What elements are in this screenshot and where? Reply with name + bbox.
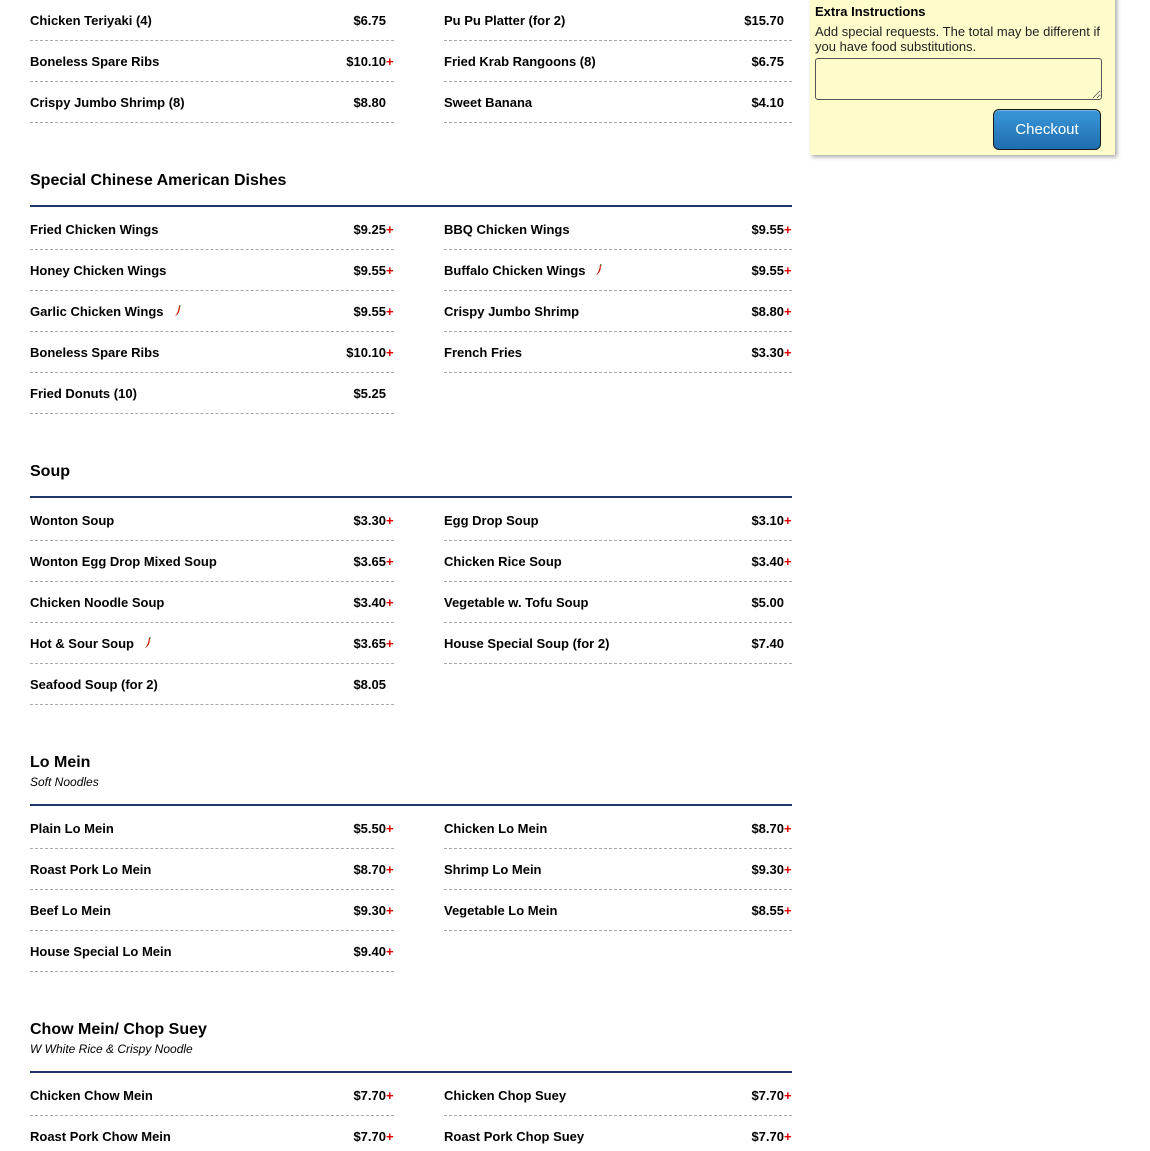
section-divider (30, 1071, 792, 1073)
menu-item-price: $6.75 (353, 12, 386, 28)
menu-item-name-wrap (444, 304, 751, 319)
menu-item-name-wrap (444, 345, 751, 360)
menu-item-name: Wonton Egg Drop Mixed Soup (30, 553, 217, 569)
menu-item-name: Fried Chicken Wings (30, 221, 159, 237)
menu-item[interactable] (444, 332, 792, 373)
extra-instructions-description: Add special requests. The total may be different if you have food substitutions. (815, 24, 1100, 54)
menu-item-name-wrap (30, 1088, 353, 1103)
menu-item-name: Honey Chicken Wings (30, 262, 167, 278)
menu-item-price: $9.40 (353, 943, 386, 959)
menu-item-name-wrap (30, 1129, 353, 1144)
menu-item-name: Chicken Teriyaki (4) (30, 12, 152, 28)
menu-item-name-wrap (30, 513, 353, 528)
menu-item-name-wrap (444, 636, 751, 651)
menu-item[interactable] (30, 1116, 394, 1151)
menu-item[interactable] (444, 582, 792, 623)
menu-column-left (30, 209, 394, 414)
menu-column-left (30, 500, 394, 705)
menu-item-name: Crispy Jumbo Shrimp (8) (30, 94, 185, 110)
has-options-plus: + (784, 303, 792, 319)
menu-item-price: $7.70 (353, 1087, 386, 1103)
has-options-plus: + (386, 635, 394, 651)
menu-item[interactable] (30, 808, 394, 849)
menu-item-price: $3.40 (751, 553, 784, 569)
menu-item[interactable] (30, 250, 394, 291)
menu-section (30, 1016, 792, 1151)
menu-item-price: $3.65 (353, 635, 386, 651)
menu-item-name: Pu Pu Platter (for 2) (444, 12, 566, 28)
menu-item-name-wrap (444, 95, 751, 110)
has-options-plus: + (386, 902, 394, 918)
has-options-plus: + (784, 902, 792, 918)
menu-item[interactable] (444, 849, 792, 890)
menu-item-name-wrap (444, 513, 751, 528)
menu-item-name-wrap (30, 222, 353, 237)
menu-item-name-wrap (444, 903, 751, 918)
menu-item[interactable] (30, 291, 394, 332)
menu-item-name-wrap (444, 1129, 751, 1144)
menu-item[interactable] (30, 623, 394, 664)
menu-item-name-wrap (444, 263, 751, 278)
section-header (30, 167, 792, 207)
menu-section (30, 749, 792, 972)
order-sidebar (810, 0, 1115, 155)
has-options-plus: + (386, 221, 394, 237)
menu-column-right (444, 500, 792, 705)
has-options-plus: + (386, 53, 394, 69)
menu-item-price: $9.30 (751, 861, 784, 877)
menu-item-name: Chicken Chow Mein (30, 1087, 153, 1103)
menu-item[interactable] (444, 0, 792, 41)
menu-item-price: $9.55 (353, 262, 386, 278)
has-options-plus: + (784, 221, 792, 237)
menu-item-price: $7.40 (751, 635, 784, 651)
menu-item-price: $9.55 (353, 303, 386, 319)
menu-item-name-wrap (444, 595, 751, 610)
menu-column-left (30, 1075, 394, 1151)
menu-item[interactable] (30, 332, 394, 373)
menu-item[interactable] (30, 890, 394, 931)
menu-grid (30, 500, 792, 705)
has-options-plus: + (386, 553, 394, 569)
menu-item[interactable] (30, 41, 394, 82)
menu-item-name-wrap (444, 862, 751, 877)
menu-item[interactable] (30, 931, 394, 972)
menu-item-price: $8.70 (353, 861, 386, 877)
menu-item-price: $8.55 (751, 902, 784, 918)
menu-item[interactable] (30, 500, 394, 541)
menu-column-right (444, 808, 792, 972)
menu-item-price: $3.10 (751, 512, 784, 528)
menu-item[interactable] (30, 82, 394, 123)
menu-item-price: $10.10 (346, 53, 386, 69)
has-options-plus: + (386, 820, 394, 836)
menu-item-price: $3.65 (353, 553, 386, 569)
menu-grid (30, 808, 792, 972)
menu-item-name: Roast Pork Chow Mein (30, 1128, 171, 1144)
menu-item[interactable] (444, 41, 792, 82)
has-options-plus: + (784, 512, 792, 528)
menu-item[interactable] (30, 209, 394, 250)
section-subtitle: Soft Noodles (30, 775, 99, 789)
menu-section (30, 0, 792, 123)
menu-column-right (444, 1075, 792, 1151)
menu-item-price: $5.00 (751, 594, 784, 610)
menu-item[interactable] (444, 541, 792, 582)
menu-column-left (30, 808, 394, 972)
menu-item-name: Garlic Chicken Wings (30, 303, 164, 319)
menu-item-name: Shrimp Lo Mein (444, 861, 542, 877)
menu-item[interactable] (30, 373, 394, 414)
menu-item[interactable] (444, 209, 792, 250)
menu-item-name-wrap (444, 13, 744, 28)
menu-item-price: $6.75 (751, 53, 784, 69)
menu-item-name: House Special Lo Mein (30, 943, 172, 959)
menu-item-name: Wonton Soup (30, 512, 115, 528)
menu-item[interactable] (444, 623, 792, 664)
menu-item-name-wrap (30, 54, 346, 69)
section-title: Chow Mein/ Chop Suey (30, 1021, 207, 1038)
menu-area (30, 0, 792, 1151)
has-options-plus: + (386, 861, 394, 877)
has-options-plus: + (386, 512, 394, 528)
menu-item-name-wrap (30, 903, 353, 918)
menu-item-name: Crispy Jumbo Shrimp (444, 303, 580, 319)
menu-item-name-wrap (30, 636, 353, 651)
menu-item-price: $15.70 (744, 12, 784, 28)
menu-item-price: $9.25 (353, 221, 386, 237)
menu-item-name: Buffalo Chicken Wings (444, 262, 586, 278)
menu-item-name-wrap (30, 95, 353, 110)
menu-item-name-wrap (30, 821, 353, 836)
has-options-plus: + (784, 553, 792, 569)
menu-column-right (444, 0, 792, 123)
checkout-button[interactable]: Checkout (993, 109, 1101, 150)
menu-item-name: Roast Pork Chop Suey (444, 1128, 585, 1144)
section-divider (30, 804, 792, 806)
has-options-plus: + (386, 303, 394, 319)
menu-item[interactable] (30, 849, 394, 890)
menu-item-name: Fried Krab Rangoons (8) (444, 53, 596, 69)
has-options-plus: + (386, 594, 394, 610)
menu-item-name: French Fries (444, 344, 523, 360)
menu-item-name-wrap (444, 54, 751, 69)
menu-item[interactable] (444, 1075, 792, 1116)
chili-pepper-icon (173, 305, 183, 317)
has-options-plus: + (784, 262, 792, 278)
chili-pepper-icon (143, 637, 153, 649)
menu-item-name: Vegetable w. Tofu Soup (444, 594, 589, 610)
section-divider (30, 205, 792, 207)
menu-item-price: $5.50 (353, 820, 386, 836)
has-options-plus: + (784, 1087, 792, 1103)
menu-item-name-wrap (30, 304, 353, 319)
menu-item-price: $9.55 (751, 221, 784, 237)
menu-item-price: $10.10 (346, 344, 386, 360)
section-divider (30, 496, 792, 498)
menu-item[interactable] (444, 291, 792, 332)
section-header (30, 749, 792, 806)
has-options-plus: + (386, 262, 394, 278)
has-options-plus: + (784, 820, 792, 836)
section-title: Lo Mein (30, 754, 91, 771)
menu-item-name-wrap (30, 345, 346, 360)
menu-item-name: Hot & Sour Soup (30, 635, 134, 651)
menu-item-name-wrap (30, 944, 353, 959)
menu-item-name-wrap (30, 862, 353, 877)
menu-item-price: $4.10 (751, 94, 784, 110)
menu-item-name: Chicken Noodle Soup (30, 594, 165, 610)
menu-item-name: Boneless Spare Ribs (30, 53, 160, 69)
menu-grid (30, 0, 792, 123)
menu-item-name-wrap (444, 222, 751, 237)
menu-section (30, 458, 792, 705)
menu-item-name: Vegetable Lo Mein (444, 902, 558, 918)
section-header (30, 458, 792, 498)
menu-section (30, 167, 792, 414)
menu-item-price: $5.25 (353, 385, 386, 401)
menu-grid (30, 1075, 792, 1151)
menu-item[interactable] (444, 808, 792, 849)
menu-item[interactable] (30, 0, 394, 41)
has-options-plus: + (386, 1087, 394, 1103)
menu-item[interactable] (444, 500, 792, 541)
extra-instructions-title: Extra Instructions (815, 4, 926, 19)
menu-item-name-wrap (30, 677, 353, 692)
menu-item-name-wrap (30, 13, 353, 28)
menu-item-name: Boneless Spare Ribs (30, 344, 160, 360)
has-options-plus: + (386, 1128, 394, 1144)
menu-item-name-wrap (30, 263, 353, 278)
has-options-plus: + (784, 344, 792, 360)
menu-item-price: $7.70 (353, 1128, 386, 1144)
menu-item-name: House Special Soup (for 2) (444, 635, 610, 651)
menu-item[interactable] (30, 664, 394, 705)
menu-item[interactable] (444, 250, 792, 291)
menu-item[interactable] (444, 890, 792, 931)
menu-item[interactable] (444, 1116, 792, 1151)
menu-item-name-wrap (444, 554, 751, 569)
menu-item-price: $3.30 (751, 344, 784, 360)
menu-item[interactable] (444, 82, 792, 123)
menu-item-name-wrap (444, 821, 751, 836)
menu-item-price: $9.30 (353, 902, 386, 918)
chili-pepper-icon (594, 264, 604, 276)
section-title: Soup (30, 463, 70, 480)
menu-item-name: Fried Donuts (10) (30, 385, 137, 401)
menu-item-price: $8.80 (751, 303, 784, 319)
menu-item-price: $7.70 (751, 1128, 784, 1144)
has-options-plus: + (386, 943, 394, 959)
section-header (30, 1016, 792, 1073)
menu-item-name-wrap (30, 554, 353, 569)
menu-item-name: Chicken Chop Suey (444, 1087, 567, 1103)
menu-column-left (30, 0, 394, 123)
menu-item-price: $9.55 (751, 262, 784, 278)
has-options-plus: + (386, 344, 394, 360)
menu-item[interactable] (30, 582, 394, 623)
menu-item-price: $8.70 (751, 820, 784, 836)
menu-item-name-wrap (30, 595, 353, 610)
section-subtitle: W White Rice & Crispy Noodle (30, 1042, 193, 1056)
section-title: Special Chinese American Dishes (30, 172, 287, 189)
menu-item-name: Chicken Rice Soup (444, 553, 562, 569)
menu-column-right (444, 209, 792, 414)
menu-item-name: Sweet Banana (444, 94, 533, 110)
menu-item-price: $8.05 (353, 676, 386, 692)
menu-item-name: Beef Lo Mein (30, 902, 111, 918)
menu-item[interactable] (30, 541, 394, 582)
menu-item-name: Seafood Soup (for 2) (30, 676, 158, 692)
menu-item-name: Plain Lo Mein (30, 820, 114, 836)
menu-item-name: BBQ Chicken Wings (444, 221, 570, 237)
menu-item-name: Roast Pork Lo Mein (30, 861, 152, 877)
has-options-plus: + (784, 861, 792, 877)
menu-grid (30, 209, 792, 414)
menu-item[interactable] (30, 1075, 394, 1116)
menu-item-price: $3.40 (353, 594, 386, 610)
menu-item-name: Egg Drop Soup (444, 512, 539, 528)
menu-item-price: $3.30 (353, 512, 386, 528)
has-options-plus: + (784, 1128, 792, 1144)
extra-instructions-textarea[interactable] (815, 58, 1102, 100)
menu-item-price: $7.70 (751, 1087, 784, 1103)
menu-item-name: Chicken Lo Mein (444, 820, 548, 836)
menu-item-name-wrap (444, 1088, 751, 1103)
menu-item-name-wrap (30, 386, 353, 401)
menu-item-price: $8.80 (353, 94, 386, 110)
